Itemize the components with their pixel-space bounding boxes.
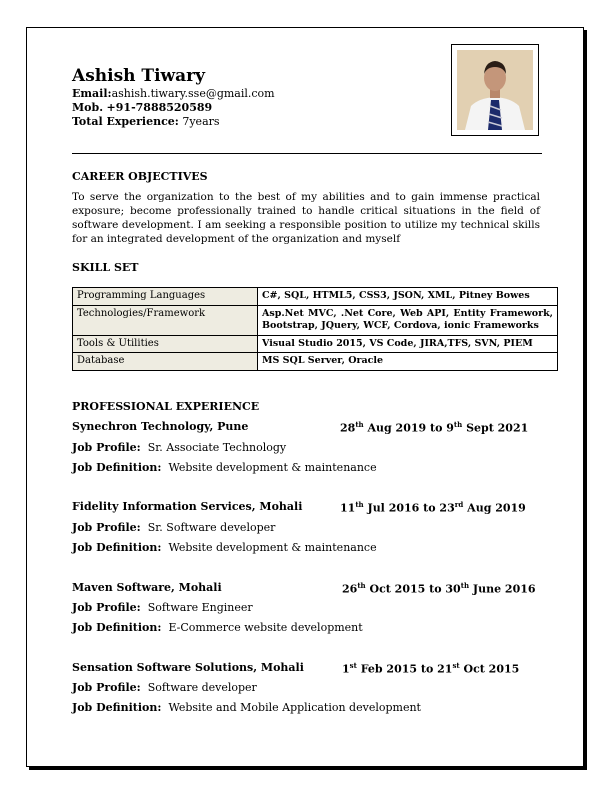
- candidate-name: Ashish Tiwary: [72, 66, 206, 86]
- email-line: [72, 87, 275, 100]
- job-company: [72, 420, 248, 433]
- mobile-line: [72, 101, 212, 114]
- job-company: [72, 581, 222, 594]
- skills-table: [72, 287, 558, 371]
- header-divider: [72, 153, 542, 154]
- skill-values: C#, SQL, HTML5, CSS3, JSON, XML, Pitney Bowes: [258, 288, 558, 306]
- skill-values: Visual Studio 2015, VS Code, JIRA,TFS, SVN, PIEM: [258, 335, 558, 353]
- job-profile: Job Profile: Software developer: [72, 681, 257, 694]
- email-value[interactable]: ashish.tiwary.sse@gmail.com: [111, 87, 275, 100]
- skill-category: Technologies/Framework: [73, 305, 258, 335]
- job-dates: 28th Aug 2019 to 9th Sept 2021: [340, 420, 529, 435]
- job-company: [72, 500, 302, 513]
- job-dates: 26th Oct 2015 to 30th June 2016: [342, 581, 536, 596]
- email-label: Email:: [72, 87, 112, 100]
- company-name: Synechron Technology, Pune: [72, 420, 249, 433]
- job-profile: Job Profile: Sr. Software developer: [72, 521, 276, 534]
- table-row: [73, 288, 558, 306]
- portrait-image: [457, 50, 533, 130]
- skill-set-heading: SKILL SET: [72, 261, 139, 274]
- job-definition: Job Definition: E-Commerce website development: [72, 621, 363, 634]
- job-definition: Job Definition: Website development & maintenance: [72, 461, 377, 474]
- resume-page: [26, 27, 584, 767]
- skill-values: Asp.Net MVC, .Net Core, Web API, Entity Framework, Bootstrap, JQuery, WCF, Cordova, ionic Frameworks: [258, 305, 558, 335]
- table-row: [73, 305, 558, 335]
- career-objectives-text: To serve the organization to the best of my abilities and to gain immense practical exposure; become professionally trained to handle critical situations in the field of software development. I am seeking a responsible position to utilize my technical skills for an integrated development of the organization and myself: [72, 191, 540, 245]
- job-company: [72, 661, 304, 674]
- job-profile: Job Profile: Software Engineer: [72, 601, 253, 614]
- professional-experience-heading: PROFESSIONAL EXPERIENCE: [72, 400, 260, 413]
- career-objectives-heading: CAREER OBJECTIVES: [72, 170, 208, 183]
- company-name: Maven Software, Mohali: [72, 581, 222, 594]
- experience-line: [72, 115, 220, 128]
- company-name: Sensation Software Solutions, Mohali: [72, 661, 304, 674]
- job-definition: Job Definition: Website development & maintenance: [72, 541, 377, 554]
- skill-category: Programming Languages: [73, 288, 258, 306]
- job-dates: 11th Jul 2016 to 23rd Aug 2019: [340, 500, 526, 515]
- profile-photo: [451, 44, 539, 136]
- mobile-label: Mob.: [72, 101, 104, 114]
- job-dates: 1st Feb 2015 to 21st Oct 2015: [342, 661, 520, 676]
- skill-category: Tools & Utilities: [73, 335, 258, 353]
- experience-value: 7years: [182, 115, 220, 128]
- job-definition: Job Definition: Website and Mobile Application development: [72, 701, 421, 714]
- skill-values: MS SQL Server, Oracle: [258, 353, 558, 371]
- experience-label: Total Experience:: [72, 115, 179, 128]
- table-row: [73, 353, 558, 371]
- job-profile: Job Profile: Sr. Associate Technology: [72, 441, 287, 454]
- mobile-value: +91-7888520589: [106, 101, 213, 114]
- company-name: Fidelity Information Services, Mohali: [72, 500, 303, 513]
- skill-category: Database: [73, 353, 258, 371]
- table-row: [73, 335, 558, 353]
